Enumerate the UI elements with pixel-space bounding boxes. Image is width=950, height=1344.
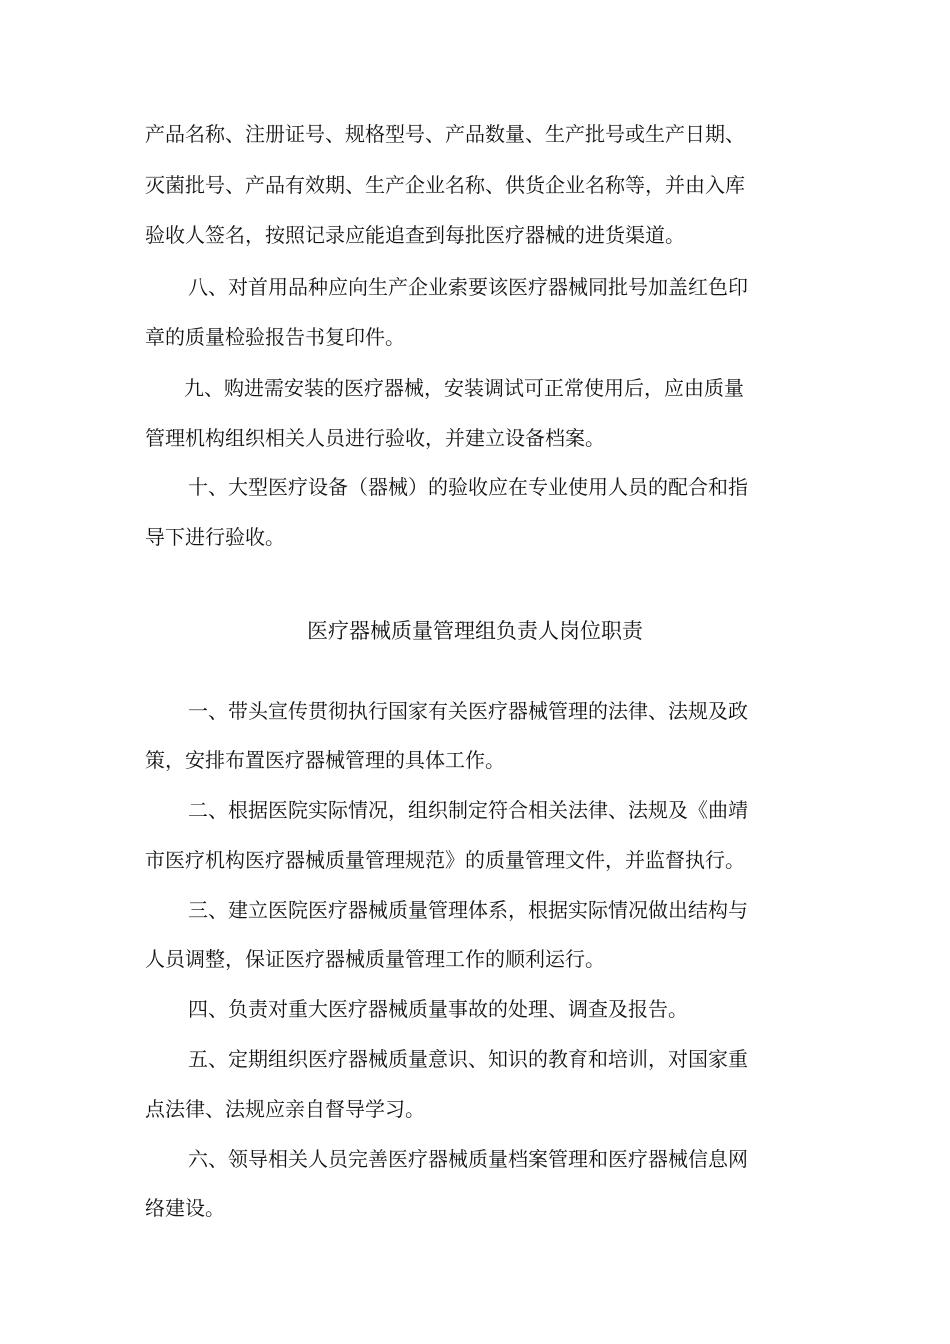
duty-3-line-1: 三、建立医院医疗器械质量管理体系，根据实际情况做出结构与: [188, 898, 748, 922]
item-10-line-2: 导下进行验收。: [145, 525, 285, 549]
paragraph-line: 灭菌批号、产品有效期、生产企业名称、供货企业名称等，并由入库: [145, 173, 745, 197]
item-9-line-1: 九、购进需安装的医疗器械，安装调试可正常使用后，应由质量: [184, 376, 744, 400]
duty-5-line-2: 点法律、法规应亲自督导学习。: [145, 1097, 425, 1121]
item-8-line-2: 章的质量检验报告书复印件。: [145, 325, 405, 349]
duty-6-line-1: 六、领导相关人员完善医疗器械质量档案管理和医疗器械信息网: [188, 1147, 748, 1171]
duty-1-line-1: 一、带头宣传贯彻执行国家有关医疗器械管理的法律、法规及政: [188, 699, 748, 723]
item-10-line-1: 十、大型医疗设备（器械）的验收应在专业使用人员的配合和指: [188, 475, 748, 499]
paragraph-line: 验收人签名，按照记录应能追查到每批医疗器械的进货渠道。: [145, 223, 685, 247]
duty-2-line-1: 二、根据医院实际情况，组织制定符合相关法律、法规及《曲靖: [188, 798, 748, 822]
duty-2-line-2: 市医疗机构医疗器械质量管理规范》的质量管理文件，并监督执行。: [145, 848, 745, 872]
item-8-line-1: 八、对首用品种应向生产企业索要该医疗器械同批号加盖红色印: [188, 275, 748, 299]
paragraph-line: 产品名称、注册证号、规格型号、产品数量、生产批号或生产日期、: [145, 122, 745, 146]
duty-4-line-1: 四、负责对重大医疗器械质量事故的处理、调查及报告。: [188, 997, 688, 1021]
item-9-line-2: 管理机构组织相关人员进行验收，并建立设备档案。: [145, 426, 605, 450]
duty-6-line-2: 络建设。: [145, 1196, 225, 1220]
duty-1-line-2: 策，安排布置医疗器械管理的具体工作。: [145, 748, 505, 772]
section-title: 医疗器械质量管理组负责人岗位职责: [307, 619, 643, 643]
duty-5-line-1: 五、定期组织医疗器械质量意识、知识的教育和培训，对国家重: [188, 1047, 748, 1071]
duty-3-line-2: 人员调整，保证医疗器械质量管理工作的顺利运行。: [145, 947, 605, 971]
